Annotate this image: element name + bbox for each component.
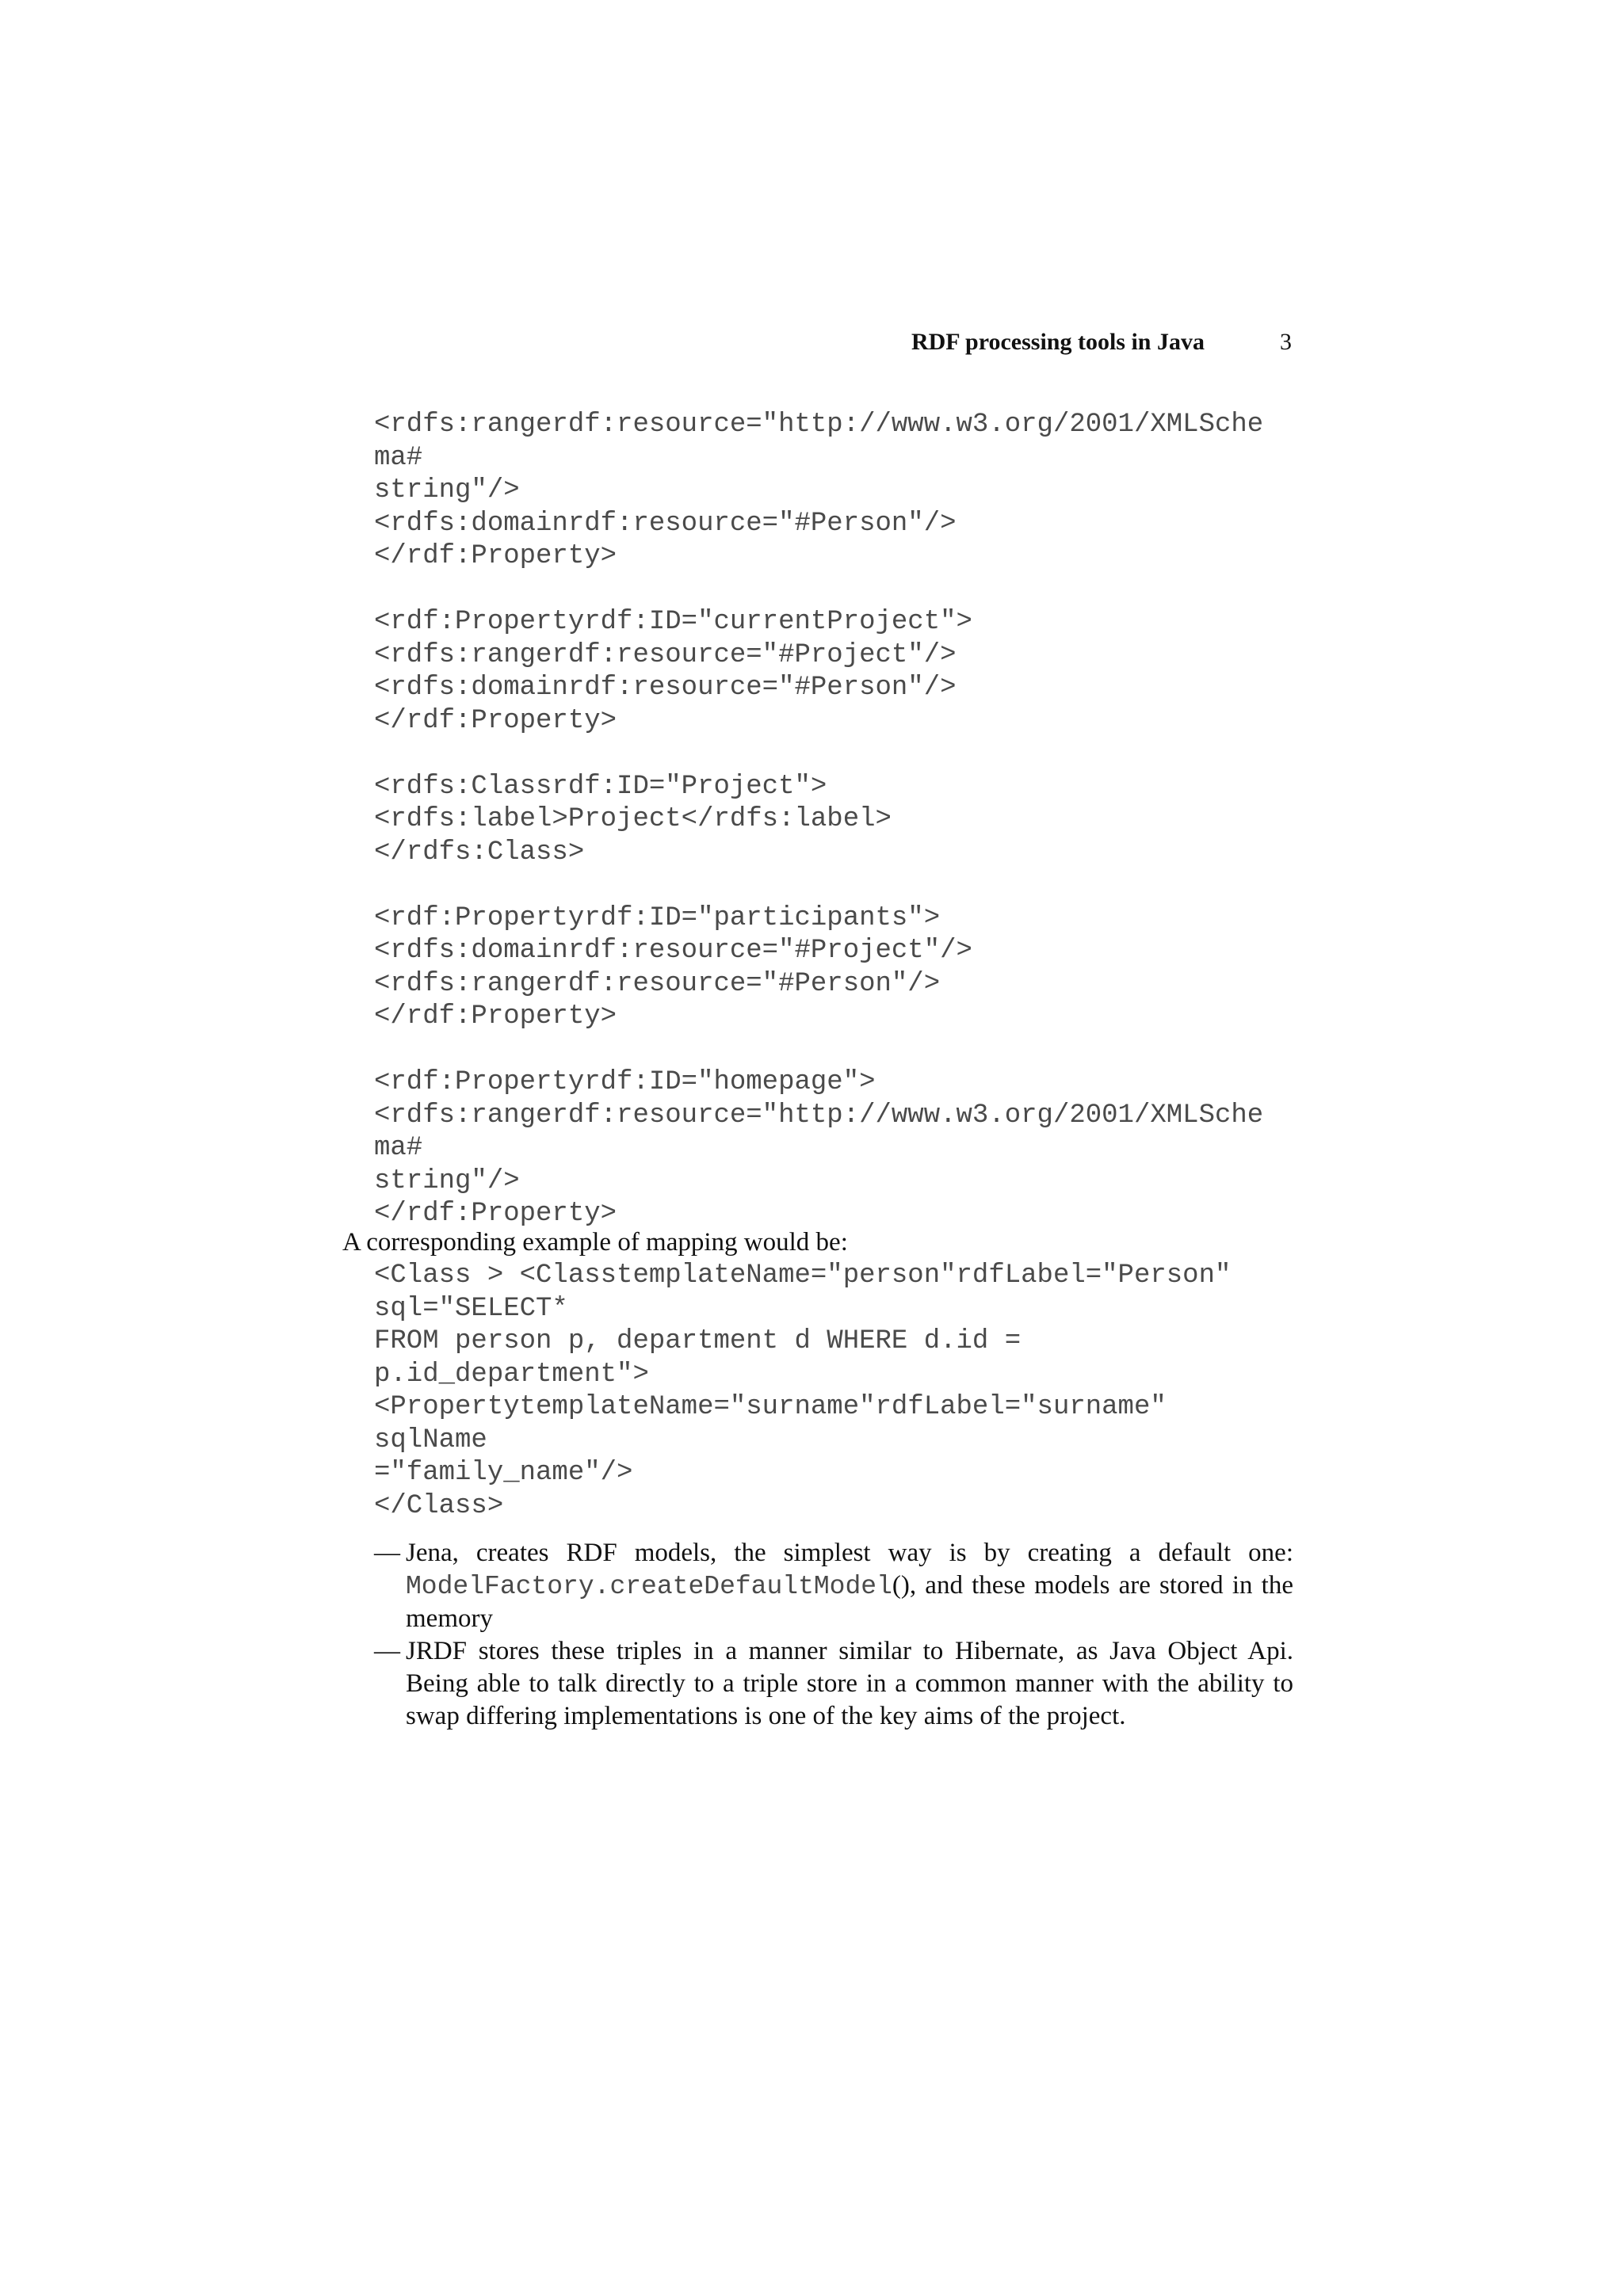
code-line: <rdfs:domainrdf:resource="#Project"/>	[374, 936, 972, 966]
code-line: <rdf:Propertyrdf:ID="participants">	[374, 902, 941, 933]
code-line: <rdfs:domainrdf:resource="#Person"/>	[374, 673, 957, 703]
code-line: </rdf:Property>	[374, 541, 617, 571]
tools-bullet-list	[374, 1537, 1293, 1733]
list-item	[374, 1537, 1293, 1635]
bullet-dash: —	[374, 1637, 400, 1665]
rdf-schema-code-block	[374, 409, 1263, 1231]
bullet-text: JRDF stores these triples in a manner similar to Hibernate, as Java Object Api. Being able to talk directly to a triple store in a common manner with the ability to swap differing implementations is one of the key aims of the project.	[406, 1637, 1293, 1730]
code-line: <rdfs:rangerdf:resource="#Person"/>	[374, 968, 941, 999]
running-title: RDF processing tools in Java	[911, 329, 1205, 355]
page-number: 3	[1280, 329, 1292, 355]
code-line: <rdfs:rangerdf:resource="http://www.w3.org/2001/XMLSche	[374, 410, 1264, 440]
code-blank-line	[374, 1034, 1263, 1067]
mapping-code-block	[374, 1260, 1231, 1523]
code-line: ="family_name"/>	[374, 1458, 633, 1488]
bullet-text: (), and these models are stored in the memory	[406, 1571, 1293, 1633]
code-line: </rdf:Property>	[374, 705, 617, 736]
code-line: sql="SELECT*	[374, 1293, 568, 1324]
code-line: string"/>	[374, 1165, 520, 1196]
code-line: </rdf:Property>	[374, 1199, 617, 1229]
code-line: ma#	[374, 442, 423, 473]
code-line: </rdf:Property>	[374, 1001, 617, 1032]
code-line: <rdfs:Classrdf:ID="Project">	[374, 771, 827, 802]
code-blank-line	[374, 738, 1263, 771]
code-line: <rdfs:rangerdf:resource="#Project"/>	[374, 639, 957, 670]
code-line: FROM person p, department d WHERE d.id =	[374, 1326, 1022, 1356]
code-line: ma#	[374, 1133, 423, 1163]
code-line: <rdfs:rangerdf:resource="http://www.w3.org/2001/XMLSche	[374, 1100, 1264, 1131]
inline-code: ModelFactory.createDefaultModel	[406, 1572, 892, 1601]
code-line: <rdf:Propertyrdf:ID="homepage">	[374, 1067, 876, 1097]
code-line: string"/>	[374, 475, 520, 505]
code-blank-line	[374, 869, 1263, 902]
code-line: p.id_department">	[374, 1359, 649, 1390]
list-item	[374, 1635, 1293, 1733]
code-line: sqlName	[374, 1425, 487, 1455]
code-line: </Class>	[374, 1490, 504, 1521]
running-head	[792, 323, 1292, 361]
code-line: <rdf:Propertyrdf:ID="currentProject">	[374, 607, 972, 637]
code-line: <rdfs:domainrdf:resource="#Person"/>	[374, 508, 957, 539]
code-blank-line	[374, 574, 1263, 607]
code-line: </rdfs:Class>	[374, 837, 585, 868]
bullet-text: Jena, creates RDF models, the simplest way is by creating a default one:	[406, 1539, 1293, 1567]
bullet-dash: —	[374, 1539, 400, 1567]
code-line: <rdfs:label>Project</rdfs:label>	[374, 804, 892, 834]
code-line: <Class > <ClasstemplateName="person"rdfLabel="Person"	[374, 1261, 1232, 1291]
mapping-intro-text: A corresponding example of mapping would be:	[342, 1228, 848, 1257]
code-line: <PropertytemplateName="surname"rdfLabel="surname"	[374, 1392, 1167, 1422]
